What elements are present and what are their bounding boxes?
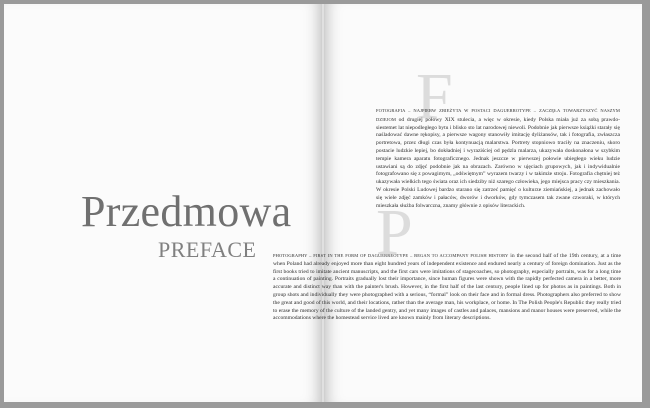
dropcap-polish: F <box>416 60 453 133</box>
paragraph-english-lead: PHOTOGRAPHY – FIRST IN THE FORM OF DAGUERREOTYPE – BEGAN TO ACCOMPANY POLISH HISTORY <box>273 253 509 258</box>
dropcap-english: P <box>376 196 413 269</box>
paragraph-english-body: in the second half of the 19th century, at a time when Poland had already enjoyed more than eight hundred years of independent existence and endured nearly a century of foreign domination. Just as the first books tried to imitate ancient manuscripts, and the first cars were imitations of stagecoaches, so photography, especially portraits, was for a long time a continuation of painting. Portraits gradually lost their importance, since human figures were shown with the rapidly perfected camera in a better, more accurate and distinct way than with the painter's brush. However, in the first half of the last century, people lined up for photos as in paintings. Both in group shots and individually they were photographed with a serious, “formal” look on their face and in formal dress. Photographers also preferred to show the great and good of this world, and their locations, rather than the average man, his workplace, or home. In The Polish People's Republic they really tried to erase the memory of the culture of the landed gentry, and yet many images of castles and palaces, mansions and manor houses were preserved, while the accommodations where the homestead service lived are known mainly from literary descriptions. <box>273 253 621 322</box>
paragraph-polish-body: od drugiej połowy XIX stulecia, a więc w okresie, kiedy Polska miała już za sobą prawdo-siestemet lat niepodległego bytu i blisko sto lat narodowej niewoli. Podobnie jak pierwsze książki starały się naśladować dawne rękopisy, a pierwsze wagony stanowiły imitację dyliżansów, tak i fotografia, zwłaszcza portretowa, przez długi czas była kontynuacją malarstwa. Portrety stopniowo traciły na znaczeniu, skoro postacie ludzkie lepiej, bo dokładniej i wyraziściej od pędzla malarza, ukazywała doskonałona w szybkim tempie kamera aparatu fotograficznego. Jednak jeszcze w pierwszej połowie ubiegłego wieku ludzie ustawiani są do zdjęć podobnie jak na obrazach. Zarówno w ujęciach grupowych, jak i indywidualnie fotografowano się z powagimym, „odświętnym” wyrazem twarzy i w takimże stroju. Fotografia chętniej też ukazywała wielkich tego świata oraz ich siedziby niż szarego człowieka, jego miejsca pracy czy mieszkania. W okresie Polski Ludowej bardzo starano się zatrzeć pamięć o kulturze ziemiańskiej, a jednak zachowało się wiele zdjęć zamków i pałaców, dworów i dworków, gdy tymczasem tak zwane czworaki, w których mieszkała służba folwarczna, znamy głównie z opisów literackich. <box>376 116 620 209</box>
title-polish: Przedmowa <box>81 187 292 236</box>
paragraph-polish <box>376 107 620 259</box>
paragraph-english <box>273 252 621 372</box>
paragraph-polish-lead: FOTOGRAFIA – NAJPIERW ZBIEŻYTA W POSTACI DAGUERROTYPE – ZACZĘŁA TOWARZYSZYĆ NASZYM DZIEJOM <box>376 108 620 122</box>
title-english: PREFACE <box>158 237 257 262</box>
